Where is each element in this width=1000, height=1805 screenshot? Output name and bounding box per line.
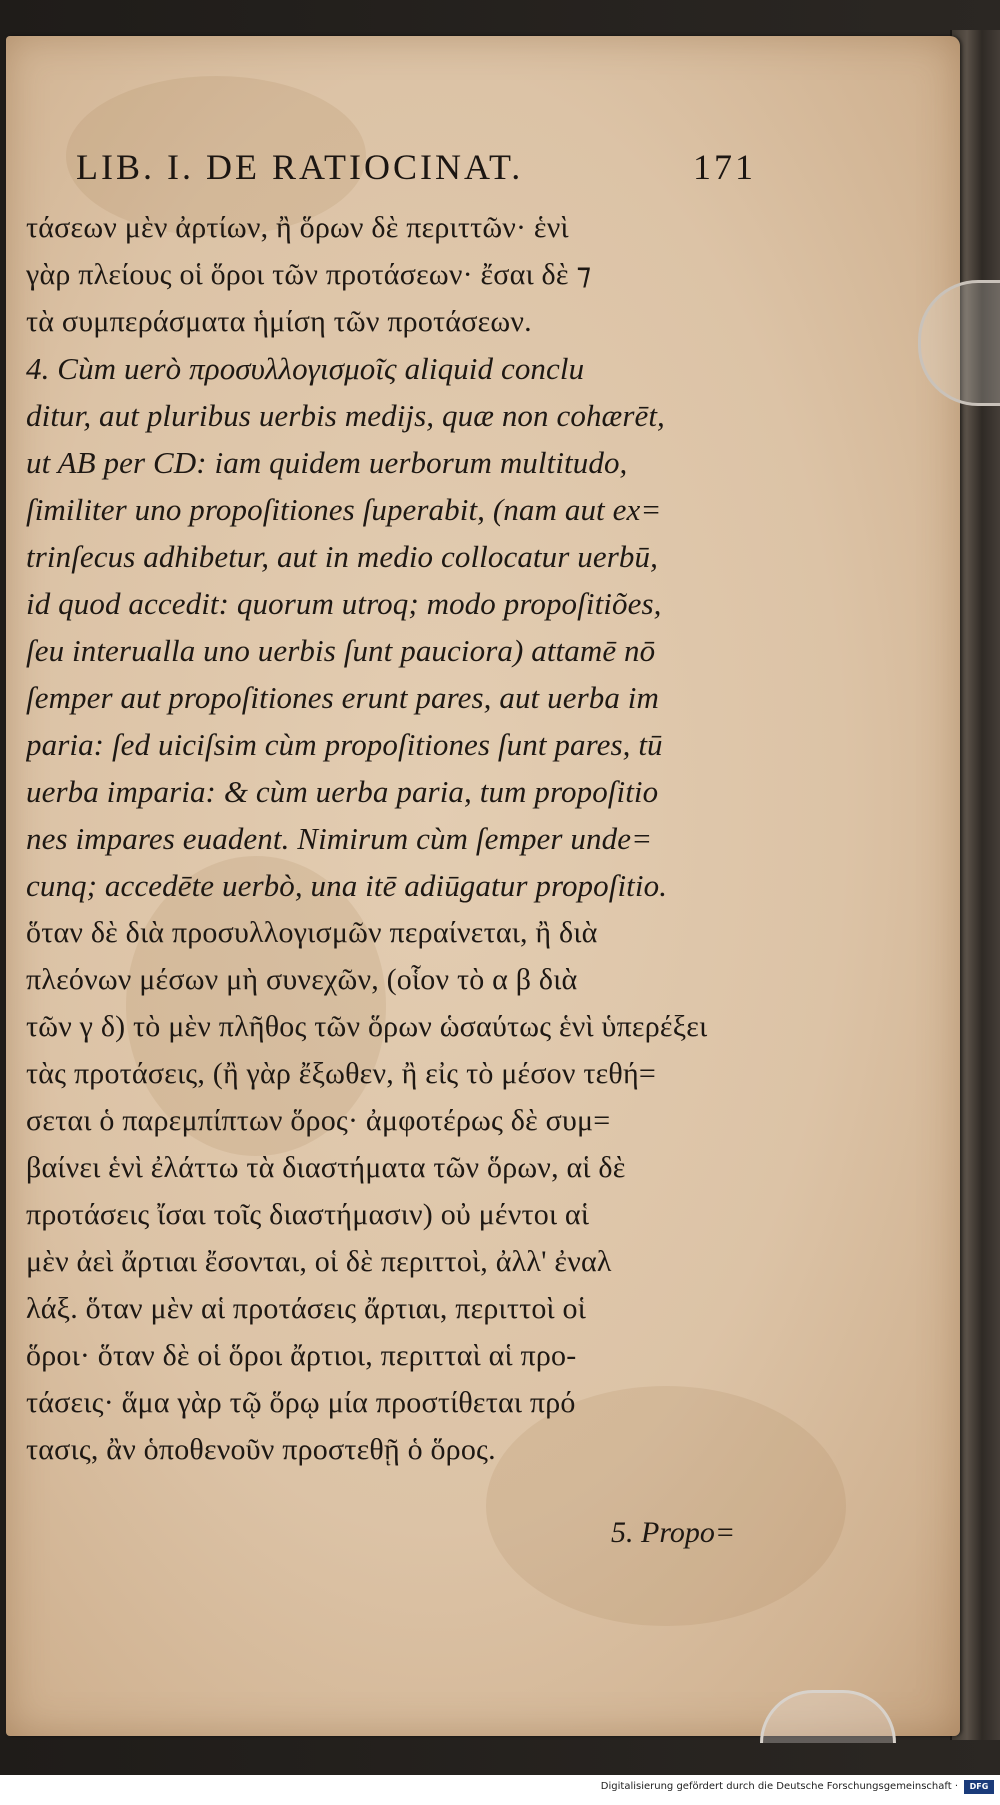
running-title: LIB. I. DE RATIOCINAT. (76, 147, 524, 187)
text-line: σεται ὁ παρεμπίπτων ὅρος· ἀμφοτέρως δὲ συμ= (26, 1104, 611, 1137)
text-line: uerba imparia: & cùm uerba paria, tum propoſitio (26, 774, 659, 809)
footer-bar (0, 1775, 1000, 1805)
text-line: τὰς προτάσεις, (ἢ γὰρ ἔξωθεν, ἢ εἰς τὸ μέσον τεθή= (26, 1057, 656, 1090)
text-line: ſimiliter uno propoſitiones ſuperabit, (nam aut ex= (26, 492, 662, 527)
text-line: paria: ſed uiciſsim cùm propoſitiones ſunt pares, tū (26, 727, 663, 762)
text-line: πλεόνων μέσων μὴ συνεχῶν, (οἷον τὸ α β διὰ (26, 963, 578, 996)
text-line: ſemper aut propoſitiones erunt pares, aut uerba im (26, 680, 659, 715)
text-line: ditur, aut pluribus uerbis medijs, quæ non cohærēt, (26, 398, 665, 433)
text-line: ut AB per CD: iam quidem uerborum multitudo, (26, 445, 628, 480)
text-line: nes impares euadent. Nimirum cùm ſemper unde= (26, 821, 653, 856)
text-line: τασις, ἂν ὁποθενοῦν προστεθῇ ὁ ὅρος. (26, 1433, 496, 1466)
text-line: id quod accedit: quorum utroq; modo propoſitiões, (26, 586, 662, 621)
catchword: 5. Propo= (611, 1516, 736, 1549)
page-number: 171 (693, 147, 756, 187)
text-line: βαίνει ἑνὶ ἐλάττω τὰ διαστήματα τῶν ὅρων, αἱ δὲ (26, 1151, 626, 1184)
text-line: trinſecus adhibetur, aut in medio collocatur uerbū, (26, 539, 658, 574)
text-line: ſeu interualla uno uerbis ſunt pauciora) attamē nō (26, 633, 656, 668)
running-header (76, 146, 756, 194)
text-line: ὅταν δὲ διὰ προσυλλογισμῶν περαίνεται, ἢ διὰ (26, 916, 598, 949)
book-page (6, 36, 960, 1736)
text-block (26, 204, 761, 1473)
text-line: λάξ. ὅταν μὲν αἱ προτάσεις ἄρτιαι, περιττοὶ οἱ (26, 1292, 586, 1325)
text-line: τὰ συμπεράσματα ἡμίση τῶν προτάσεων. (26, 305, 532, 338)
text-line: προτάσεις ἴσαι τοῖς διαστήμασιν) οὐ μέντοι αἱ (26, 1198, 590, 1231)
dfg-logo: DFG (964, 1780, 994, 1794)
text-line: μὲν ἀεὶ ἄρτιαι ἔσονται, οἱ δὲ περιττοὶ, ἀλλ' ἐναλ (26, 1245, 612, 1278)
text-line: τῶν γ δ) τὸ μὲν πλῆθος τῶν ὅρων ὡσαύτως ἑνὶ ὑπερέξει (26, 1010, 708, 1043)
text-line: ὅροι· ὅταν δὲ οἱ ὅροι ἄρτιοι, περιτταὶ αἱ προ- (26, 1339, 577, 1372)
text-line: γὰρ πλείους οἱ ὅροι τῶν προτάσεων· ἔσαι δὲ ⁊ (26, 258, 592, 291)
text-line: 4. Cùm uerò προσυλλογισμοῖς aliquid conclu (26, 351, 585, 386)
footer-credit: Digitalisierung gefördert durch die Deutsche Forschungsgemeinschaft · (600, 1781, 958, 1792)
text-line: cunq; accedēte uerbò, una itē adiūgatur propoſitio. (26, 868, 668, 903)
text-line: τάσεων μὲν ἀρτίων, ἢ ὅρων δὲ περιττῶν· ἑνὶ (26, 211, 569, 244)
text-line: τάσεις· ἅμα γὰρ τῷ ὅρῳ μία προστίθεται πρό (26, 1386, 576, 1419)
